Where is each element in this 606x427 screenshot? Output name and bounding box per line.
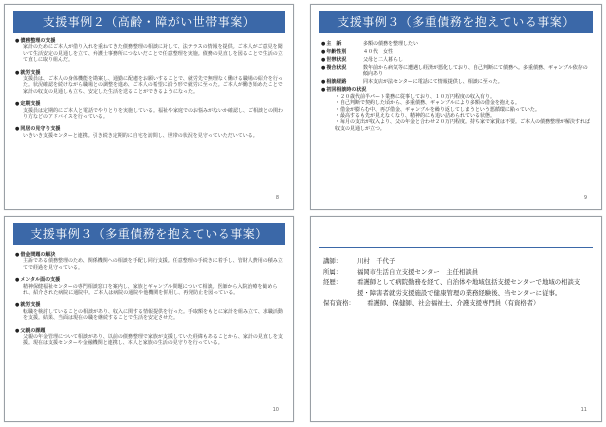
field-label: ● 主 訴 [321,41,363,47]
section-heading: ● 定期支援 [15,101,283,107]
page-number: 8 [275,195,279,201]
profile-row [323,267,589,278]
field-value: 数年前から病気等に遭遇し経済が悪化しており、自己判断にて債務へ。多重債務、ギャンブル依存の傾向あり [363,64,588,78]
field-value: ４０代 女性 [363,48,394,55]
profile-label: 所属： [323,267,343,276]
section-employment [15,70,283,96]
section-text: 主訴である債務整理のため、関係機関への相談を手配し同行支援。任意整理の手続きに着手し、管財人費用の積み立てで経過を見守っている。 [23,258,283,271]
slide-9[interactable] [310,4,602,210]
list-item: ・ 最高するも先が見えなくなり、精神的にも追い詰められている状態。 [335,113,591,119]
profile-row [323,256,589,267]
field-value: 同本支店が法センターに電話にて情報提供し、相談に至った。 [363,79,503,86]
field-row [321,57,591,63]
field-value: 父母と二人暮らし [363,56,404,63]
slide-title: 支援事例３（多重債務を抱えている事案） [13,223,285,245]
section-heading: ● メンタル面の支援 [15,277,283,283]
field-label: ● 複合状況 [321,65,363,78]
profile-label: 保有資格： [323,299,355,307]
page-number: 11 [580,407,587,413]
section-heading: ● 債務整理の支援 [15,38,283,44]
section-text: 精神保健福祉センターの専門相談窓口を案内し、家族とギャンブル問題について相談。医師から入院治療を勧められ、紹介された病院に通院中。ご本人は病院の通院や他機関を併用し、再発防止を図っている。 [23,283,278,297]
slide-title: 支援事例２（高齢・障がい世帯事案） [13,11,285,33]
field-label: ● 年齢性別 [321,49,363,55]
field-value: 多額の債務を整理したい [363,41,419,47]
slide-10[interactable] [4,216,294,422]
field-label: ● 世帯状況 [321,57,363,63]
profile-value: 福岡市生活自立支援センター 主任相談員 [357,267,479,276]
list-item: ・ 借金が膨らむ中、再び借金、ギャンブルを繰り返してしまうという悪循環に陥っていた。 [335,107,591,113]
section-heading: ● 借金問題の解決 [15,252,283,258]
section-heading: ● 就労支援 [15,302,283,308]
section-debt [15,38,283,64]
section-employment [15,302,283,321]
section-regular [15,101,283,120]
history-heading: ● 初回相談時の状況 [321,87,591,93]
profile-value: 看護師として病院勤務を経て、自治体や地域包括支援センターで地域の相談支援・障害者就労支援施設で健康管理の業務経験後、当センターに従事。 [357,278,581,297]
section-text: いきいき支援センターと連携。引き続き定期的に自宅を訪問し、世帯の状況を見守っていただいている。 [23,132,258,139]
profile-value: 看護師、保健師、社会福祉士、介護支援専門員（有資格者） [367,299,540,307]
section-debt-resolution [15,252,283,271]
slide-body [311,33,601,132]
profile-row [323,298,589,309]
section-heading: ● 就労支援 [15,70,283,76]
section-father [15,328,283,347]
field-label: ● 相談経路 [321,79,363,85]
section-heading: ● 父親の課題 [15,328,283,334]
slide-body [5,33,293,139]
page-number: 10 [272,407,279,413]
list-item: ・ ２０歳代前半パート業務に従事しており、１０万円程度の収入有り。 [335,94,591,100]
profile-row [323,277,589,298]
slide-body [5,245,293,347]
section-text: 父親の年金管理について相談があり、以前の債務整理で家族が支援していた経緯もあることから、家計の見直しを支援。現在は支援センターや金融機関と連携し、本人と家族の生活の見守りを行っている。 [23,334,283,347]
section-text: 家計のためにご本人が借り入れを重ねてきた債務整理の相談に対して、法テラスの情報を提供。ご本人がご意見を聞いて生活安定の見通しを立て、弁護士事務所につないだことで任意整理を実施。債務の見直しを図ることで生活の立て直しに取り組んだ。 [23,44,283,64]
page-number: 9 [583,195,587,201]
section-text: 転職を検討していることの相談があり、収入に関する情報提供を行った。手取額をもとに家計を組み立て、求職活動を支援。結果、当面は現在の職を継続することで生活を安定させた。 [23,308,283,322]
section-watch [15,126,283,139]
field-row [321,65,591,78]
field-row [321,79,591,85]
slide-8[interactable] [4,4,294,210]
section-mental [15,277,283,296]
section-text: 支援員は定期的にご本人と電話でやりとりを実施している。福祉や家庭でのお悩みがないか確認し、ご相談との関わり方などのアドバイスを行っている。 [23,107,284,121]
field-row [321,49,591,55]
blank-header [311,217,601,247]
profile-label: 講師： [323,257,343,265]
section-heading: ● 同居の見守り支援 [15,126,283,132]
profile-value: 川村 千代子 [357,257,396,265]
speaker-profile [311,248,601,309]
slide-11[interactable] [310,216,602,422]
section-text: 支援員は、ご本人の身体機能を勘案し、通勤に配慮をお願いすることで、就労先で無理なく働ける職場の紹介を行った。状況確認を続けながら職場との調整を進め、ご本人の希望に沿う形で就労に至った。ご本人が働き始めたことで家計の収支の見通しも立ち、安定した生活を送ることができるようになった。 [23,76,283,95]
history-list [321,94,591,132]
field-row [321,41,591,47]
slide-title: 支援事例３（多重債務を抱えている事案） [319,11,593,33]
profile-label: 経歴： [323,278,343,286]
list-item: ・ 自己判断で契約した頃から、多重債務、ギャンブルにより多額の借金を抱える。 [335,100,591,106]
list-item: ・ 毎月の支出が収入より、父の年金と合わせ２０万円程度。持ち家で家賃は不要。ご本人の債務整理が解決すれば収支の見通しが立つ。 [335,119,591,132]
